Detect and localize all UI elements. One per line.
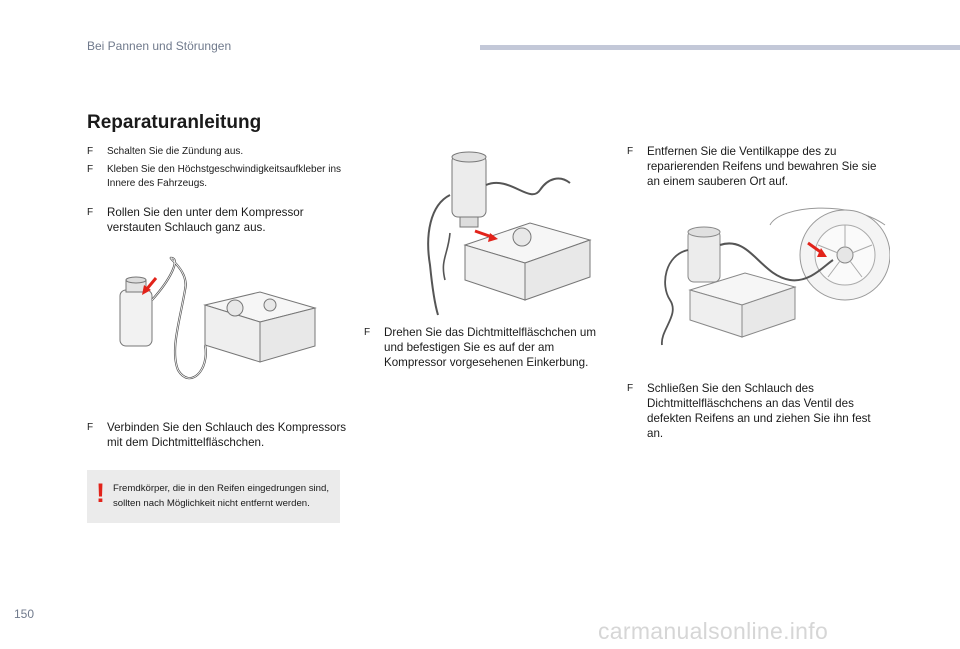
page-number: 150 <box>14 607 35 621</box>
header-accent-bar <box>480 45 960 50</box>
bullet-marker: F <box>87 422 94 433</box>
step-connect-valve: F Schließen Sie den Schlauch des Dichtmittelfläschchens an das Ventil des defekten Reifens an und ziehen Sie ihn fest an. <box>627 382 871 440</box>
page-title: Reparaturanleitung <box>87 112 262 133</box>
step-ignition-off: F Schalten Sie die Zündung aus. <box>87 146 244 157</box>
step-remove-valve-cap: F Entfernen Sie die Ventilkappe des zu reparierenden Reifens und bewahren Sie sie an einem sauberen Ort auf. <box>627 145 877 188</box>
warning-icon: ! <box>96 478 105 508</box>
bullet-marker: F <box>87 164 94 175</box>
warning-text: Fremdkörper, die in den Reifen eingedrungen sind, sollten nach Möglichkeit nicht entfernt werden. <box>113 483 329 509</box>
warning-box <box>87 470 340 523</box>
bottle-on-compressor-illustration <box>420 145 610 320</box>
step-connect-hose-bottle: F Verbinden Sie den Schlauch des Kompressors mit dem Dichtmittelfläschchen. <box>87 421 347 449</box>
tyre-valve-illustration <box>650 205 890 355</box>
section-title: Bei Pannen und Störungen <box>87 39 232 53</box>
step-mount-bottle: F Drehen Sie das Dichtmittelfläschchen um und befestigen Sie es auf der am Kompressor vorgesehenen Einkerbung. <box>364 326 597 369</box>
bullet-marker: F <box>627 383 634 394</box>
step-speed-sticker: F Kleben Sie den Höchstgeschwindigkeitsaufkleber ins Innere des Fahrzeugs. <box>87 164 342 189</box>
bullet-marker: F <box>627 146 634 157</box>
watermark: carmanualsonline.info <box>598 618 829 644</box>
compressor-hose-illustration <box>110 250 320 400</box>
bullet-marker: F <box>364 327 371 338</box>
bullet-marker: F <box>87 207 94 218</box>
step-unroll-hose: F Rollen Sie den unter dem Kompressor verstauten Schlauch ganz aus. <box>87 206 304 234</box>
bullet-marker: F <box>87 146 94 157</box>
